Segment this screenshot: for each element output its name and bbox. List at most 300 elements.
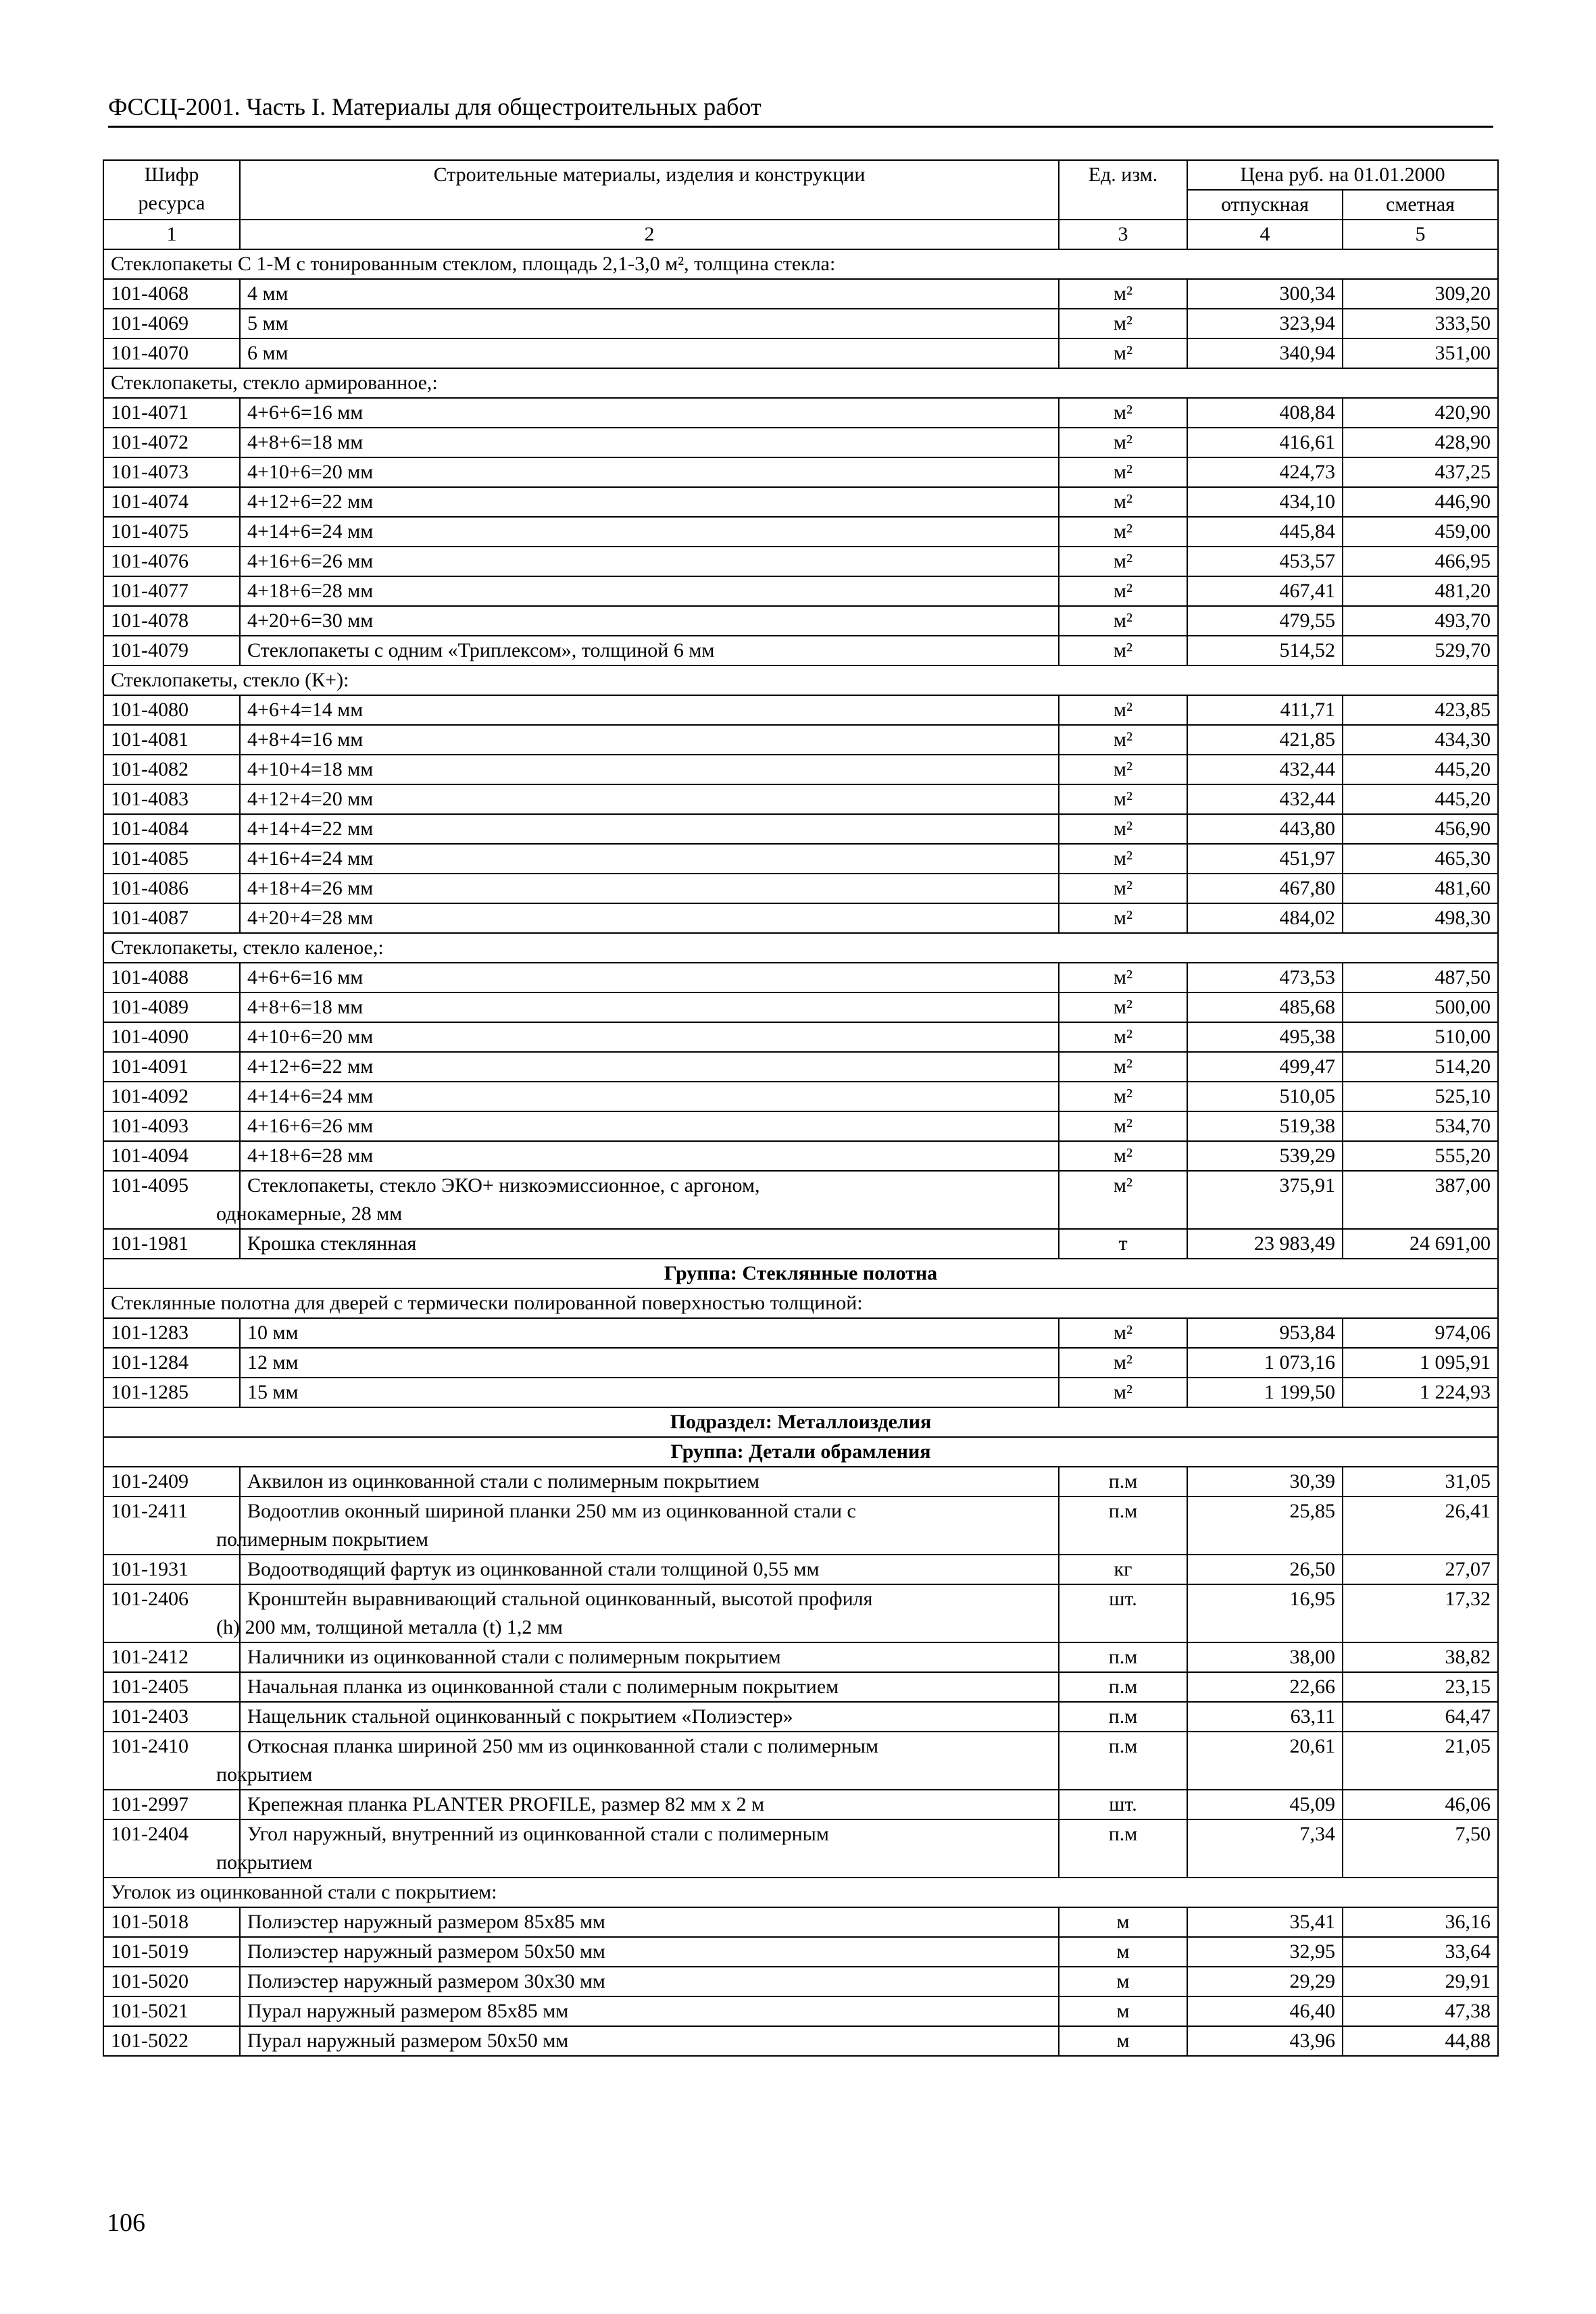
group-heading: Группа: Стеклянные полотна <box>103 1259 1498 1288</box>
release-price: 1 073,16 <box>1187 1348 1343 1378</box>
material-name-line: однокамерные, 28 мм <box>216 1203 403 1225</box>
resource-code: 101-5018 <box>103 1907 240 1937</box>
resource-code: 101-4082 <box>103 755 240 784</box>
table-row <box>103 874 1498 903</box>
release-price: 434,10 <box>1187 487 1343 517</box>
release-price: 22,66 <box>1187 1672 1343 1702</box>
resource-code: 101-5022 <box>103 2026 240 2056</box>
resource-code: 101-4079 <box>103 636 240 665</box>
unit-of-measure: м² <box>1059 814 1187 844</box>
section-heading: Стеклопакеты, стекло каленое,: <box>103 933 1498 963</box>
page-number: 106 <box>107 2209 145 2237</box>
material-name <box>240 1672 1059 1702</box>
release-price: 953,84 <box>1187 1318 1343 1348</box>
table-row <box>103 338 1498 368</box>
section-heading: Стеклянные полотна для дверей с термически полированной поверхностью толщиной: <box>103 1288 1498 1318</box>
estimate-price: 525,10 <box>1343 1082 1498 1111</box>
col-header-estimate: сметная <box>1343 190 1498 220</box>
material-name-line: 4+14+6=24 мм <box>247 1085 374 1107</box>
resource-code: 101-4081 <box>103 725 240 755</box>
group-heading: Группа: Детали обрамления <box>103 1437 1498 1467</box>
material-name-line: 4+14+6=24 мм <box>247 520 374 543</box>
unit-of-measure: п.м <box>1059 1819 1187 1878</box>
estimate-price: 27,07 <box>1343 1555 1498 1584</box>
resource-code: 101-4070 <box>103 338 240 368</box>
table-row <box>103 992 1498 1022</box>
material-name-line: покрытием <box>216 1763 313 1786</box>
estimate-price: 24 691,00 <box>1343 1229 1498 1259</box>
release-price: 300,34 <box>1187 279 1343 309</box>
release-price: 473,53 <box>1187 963 1343 992</box>
material-name <box>240 755 1059 784</box>
col-number: 1 <box>103 220 240 249</box>
col-number: 2 <box>240 220 1059 249</box>
subdivision-heading-row <box>103 1407 1498 1437</box>
estimate-price: 465,30 <box>1343 844 1498 874</box>
release-price: 445,84 <box>1187 517 1343 547</box>
estimate-price: 309,20 <box>1343 279 1498 309</box>
release-price: 424,73 <box>1187 457 1343 487</box>
estimate-price: 29,91 <box>1343 1967 1498 1996</box>
unit-of-measure: шт. <box>1059 1790 1187 1819</box>
estimate-price: 437,25 <box>1343 457 1498 487</box>
material-name <box>216 1496 1059 1555</box>
estimate-price: 47,38 <box>1343 1996 1498 2026</box>
release-price: 7,34 <box>1187 1819 1343 1878</box>
release-price: 519,38 <box>1187 1111 1343 1141</box>
col-number: 3 <box>1059 220 1187 249</box>
unit-of-measure: п.м <box>1059 1467 1187 1496</box>
release-price: 467,41 <box>1187 576 1343 606</box>
material-name-line: 4+10+6=20 мм <box>247 1026 374 1048</box>
group-heading-row <box>103 1259 1498 1288</box>
unit-of-measure: м² <box>1059 963 1187 992</box>
section-heading: Стеклопакеты С 1-М с тонированным стеклом, площадь 2,1-3,0 м², толщина стекла: <box>103 249 1498 279</box>
estimate-price: 351,00 <box>1343 338 1498 368</box>
resource-code: 101-1284 <box>103 1348 240 1378</box>
unit-of-measure: м² <box>1059 695 1187 725</box>
table-row <box>103 1702 1498 1732</box>
unit-of-measure: шт. <box>1059 1584 1187 1642</box>
table-row <box>103 695 1498 725</box>
table-row <box>103 279 1498 309</box>
resource-code: 101-4075 <box>103 517 240 547</box>
section-heading-row <box>103 1288 1498 1318</box>
table-row <box>103 1348 1498 1378</box>
resource-code: 101-5020 <box>103 1967 240 1996</box>
table-row <box>103 1642 1498 1672</box>
material-name <box>240 517 1059 547</box>
material-name-line: 4+12+6=22 мм <box>247 491 374 513</box>
material-name <box>240 1907 1059 1937</box>
unit-of-measure: м² <box>1059 457 1187 487</box>
material-name-line: 12 мм <box>247 1351 299 1374</box>
resource-code: 101-4088 <box>103 963 240 992</box>
table-row <box>103 1171 1498 1229</box>
material-name-line: 6 мм <box>247 342 289 364</box>
release-price: 539,29 <box>1187 1141 1343 1171</box>
table-row <box>103 398 1498 428</box>
group-heading-row <box>103 1437 1498 1467</box>
unit-of-measure: п.м <box>1059 1702 1187 1732</box>
unit-of-measure: м² <box>1059 1141 1187 1171</box>
material-name-line: 4+18+4=26 мм <box>247 877 374 899</box>
unit-of-measure: м² <box>1059 755 1187 784</box>
unit-of-measure: п.м <box>1059 1496 1187 1555</box>
material-name <box>240 1378 1059 1407</box>
material-name-line: Пурал наружный размером 50х50 мм <box>247 2030 569 2052</box>
material-name-line: 4+6+4=14 мм <box>247 699 364 721</box>
material-name-line: Водоотводящий фартук из оцинкованной стали толщиной 0,55 мм <box>247 1558 820 1580</box>
resource-code: 101-4071 <box>103 398 240 428</box>
table-row <box>103 517 1498 547</box>
material-name-line: 4+12+4=20 мм <box>247 788 374 810</box>
material-name <box>240 1052 1059 1082</box>
estimate-price: 487,50 <box>1343 963 1498 992</box>
table-row <box>103 487 1498 517</box>
material-name-line: полимерным покрытием <box>216 1528 428 1551</box>
resource-code: 101-4089 <box>103 992 240 1022</box>
material-name <box>240 576 1059 606</box>
estimate-price: 510,00 <box>1343 1022 1498 1052</box>
table-row <box>103 606 1498 636</box>
unit-of-measure: кг <box>1059 1555 1187 1584</box>
release-price: 484,02 <box>1187 903 1343 933</box>
material-name-line: 5 мм <box>247 312 289 334</box>
release-price: 495,38 <box>1187 1022 1343 1052</box>
material-name <box>240 1111 1059 1141</box>
unit-of-measure: м² <box>1059 725 1187 755</box>
release-price: 45,09 <box>1187 1790 1343 1819</box>
release-price: 451,97 <box>1187 844 1343 874</box>
material-name <box>240 1348 1059 1378</box>
unit-of-measure: м² <box>1059 1052 1187 1082</box>
unit-of-measure: м <box>1059 1907 1187 1937</box>
material-name-line: 4+14+4=22 мм <box>247 818 374 840</box>
material-name <box>240 309 1059 338</box>
table-row <box>103 1052 1498 1082</box>
price-table <box>103 159 1499 2057</box>
estimate-price: 974,06 <box>1343 1318 1498 1348</box>
estimate-price: 64,47 <box>1343 1702 1498 1732</box>
estimate-price: 459,00 <box>1343 517 1498 547</box>
material-name <box>240 1996 1059 2026</box>
release-price: 375,91 <box>1187 1171 1343 1229</box>
table-row <box>103 755 1498 784</box>
release-price: 443,80 <box>1187 814 1343 844</box>
release-price: 416,61 <box>1187 428 1343 457</box>
resource-code: 101-4078 <box>103 606 240 636</box>
header-row <box>103 160 1498 190</box>
material-name <box>240 547 1059 576</box>
resource-code: 101-4091 <box>103 1052 240 1082</box>
release-price: 432,44 <box>1187 755 1343 784</box>
table-row <box>103 1082 1498 1111</box>
material-name <box>240 1790 1059 1819</box>
release-price: 499,47 <box>1187 1052 1343 1082</box>
unit-of-measure: м² <box>1059 903 1187 933</box>
material-name-line: 4+8+6=18 мм <box>247 431 364 453</box>
estimate-price: 428,90 <box>1343 428 1498 457</box>
subdivision-heading: Подраздел: Металлоизделия <box>103 1407 1498 1437</box>
estimate-price: 498,30 <box>1343 903 1498 933</box>
material-name-line: 4+6+6=16 мм <box>247 966 364 988</box>
release-price: 453,57 <box>1187 547 1343 576</box>
table-row <box>103 309 1498 338</box>
material-name-line: 4+16+6=26 мм <box>247 1115 374 1137</box>
table-row <box>103 1584 1498 1642</box>
unit-of-measure: м² <box>1059 1111 1187 1141</box>
material-name-line: Наличники из оцинкованной стали с полимерным покрытием <box>247 1646 781 1668</box>
resource-code: 101-4069 <box>103 309 240 338</box>
material-name <box>240 1702 1059 1732</box>
unit-of-measure: м² <box>1059 1082 1187 1111</box>
table-row <box>103 428 1498 457</box>
material-name <box>240 1141 1059 1171</box>
material-name <box>240 1642 1059 1672</box>
material-name-line: 15 мм <box>247 1381 299 1403</box>
material-name <box>240 725 1059 755</box>
unit-of-measure: м² <box>1059 992 1187 1022</box>
estimate-price: 333,50 <box>1343 309 1498 338</box>
material-name-line: 4+12+6=22 мм <box>247 1055 374 1078</box>
resource-code: 101-4090 <box>103 1022 240 1052</box>
material-name <box>240 1318 1059 1348</box>
material-name-line: 4+8+4=16 мм <box>247 728 364 751</box>
unit-of-measure: п.м <box>1059 1642 1187 1672</box>
material-name-line: 4+16+6=26 мм <box>247 550 374 572</box>
table-row <box>103 903 1498 933</box>
section-heading-row <box>103 249 1498 279</box>
estimate-price: 445,20 <box>1343 784 1498 814</box>
unit-of-measure: п.м <box>1059 1732 1187 1790</box>
release-price: 510,05 <box>1187 1082 1343 1111</box>
unit-of-measure: м² <box>1059 784 1187 814</box>
material-name-line: Водоотлив оконный шириной планки 250 мм из оцинкованной стали с <box>247 1500 856 1522</box>
material-name-line: 4+18+6=28 мм <box>247 580 374 602</box>
release-price: 38,00 <box>1187 1642 1343 1672</box>
material-name <box>240 398 1059 428</box>
resource-code: 101-4094 <box>103 1141 240 1171</box>
resource-code: 101-4086 <box>103 874 240 903</box>
material-name <box>240 457 1059 487</box>
section-heading-row <box>103 665 1498 695</box>
unit-of-measure: м² <box>1059 606 1187 636</box>
material-name <box>240 903 1059 933</box>
material-name <box>240 1229 1059 1259</box>
estimate-price: 1 224,93 <box>1343 1378 1498 1407</box>
material-name <box>216 1584 1059 1642</box>
resource-code: 101-2997 <box>103 1790 240 1819</box>
release-price: 432,44 <box>1187 784 1343 814</box>
table-row <box>103 636 1498 665</box>
unit-of-measure: п.м <box>1059 1672 1187 1702</box>
release-price: 411,71 <box>1187 695 1343 725</box>
release-price: 323,94 <box>1187 309 1343 338</box>
material-name <box>240 874 1059 903</box>
section-heading-row <box>103 1878 1498 1907</box>
table-row <box>103 1229 1498 1259</box>
material-name-line: 4+20+4=28 мм <box>247 907 374 929</box>
release-price: 479,55 <box>1187 606 1343 636</box>
estimate-price: 46,06 <box>1343 1790 1498 1819</box>
material-name-line: 4+6+6=16 мм <box>247 401 364 424</box>
unit-of-measure: м² <box>1059 547 1187 576</box>
resource-code: 101-2411 <box>103 1496 240 1555</box>
resource-code: 101-4095 <box>103 1171 240 1229</box>
table-row <box>103 784 1498 814</box>
unit-of-measure: м² <box>1059 1171 1187 1229</box>
material-name <box>240 695 1059 725</box>
table-row <box>103 547 1498 576</box>
estimate-price: 38,82 <box>1343 1642 1498 1672</box>
table-row <box>103 1318 1498 1348</box>
table-row <box>103 1467 1498 1496</box>
material-name-line: Стеклопакеты, стекло ЭКО+ низкоэмиссионное, с аргоном, <box>247 1174 760 1197</box>
material-name-line: Стеклопакеты с одним «Триплексом», толщиной 6 мм <box>247 639 715 661</box>
resource-code: 101-4074 <box>103 487 240 517</box>
unit-of-measure: м <box>1059 1967 1187 1996</box>
material-name <box>240 814 1059 844</box>
col-header-release: отпускная <box>1187 190 1343 220</box>
estimate-price: 21,05 <box>1343 1732 1498 1790</box>
material-name-line: Кронштейн выравнивающий стальной оцинкованный, высотой профиля <box>247 1588 873 1610</box>
resource-code: 101-2403 <box>103 1702 240 1732</box>
estimate-price: 434,30 <box>1343 725 1498 755</box>
resource-code: 101-4087 <box>103 903 240 933</box>
estimate-price: 456,90 <box>1343 814 1498 844</box>
resource-code: 101-5021 <box>103 1996 240 2026</box>
material-name-line: Крошка стеклянная <box>247 1232 417 1255</box>
table-row <box>103 1819 1498 1878</box>
release-price: 26,50 <box>1187 1555 1343 1584</box>
material-name <box>240 279 1059 309</box>
resource-code: 101-4072 <box>103 428 240 457</box>
material-name-line: Крепежная планка PLANTER PROFILE, размер 82 мм х 2 м <box>247 1793 765 1815</box>
estimate-price: 7,50 <box>1343 1819 1498 1878</box>
col-header-unit: Ед. изм. <box>1059 160 1187 220</box>
unit-of-measure: м² <box>1059 279 1187 309</box>
material-name <box>216 1819 1059 1878</box>
material-name-line: покрытием <box>216 1851 313 1873</box>
material-name <box>240 2026 1059 2056</box>
material-name <box>240 963 1059 992</box>
table-row <box>103 1555 1498 1584</box>
unit-of-measure: м² <box>1059 428 1187 457</box>
unit-of-measure: м <box>1059 1937 1187 1967</box>
release-price: 485,68 <box>1187 992 1343 1022</box>
material-name <box>240 1022 1059 1052</box>
resource-code: 101-1285 <box>103 1378 240 1407</box>
material-name <box>240 338 1059 368</box>
release-price: 35,41 <box>1187 1907 1343 1937</box>
resource-code: 101-4092 <box>103 1082 240 1111</box>
unit-of-measure: м² <box>1059 338 1187 368</box>
col-header-code: Шифр ресурса <box>103 160 240 220</box>
estimate-price: 555,20 <box>1343 1141 1498 1171</box>
table-row <box>103 1672 1498 1702</box>
table-row <box>103 457 1498 487</box>
unit-of-measure: м <box>1059 2026 1187 2056</box>
unit-of-measure: м² <box>1059 1022 1187 1052</box>
material-name-line: (h) 200 мм, толщиной металла (t) 1,2 мм <box>216 1616 563 1638</box>
material-name-line: Начальная планка из оцинкованной стали с полимерным покрытием <box>247 1676 839 1698</box>
unit-of-measure: м² <box>1059 309 1187 338</box>
resource-code: 101-4085 <box>103 844 240 874</box>
table-row <box>103 1790 1498 1819</box>
table-row <box>103 1732 1498 1790</box>
table-row <box>103 1022 1498 1052</box>
table-row <box>103 1907 1498 1937</box>
resource-code: 101-2409 <box>103 1467 240 1496</box>
table-row <box>103 963 1498 992</box>
material-name-line: Полиэстер наружный размером 30х30 мм <box>247 1970 605 1992</box>
resource-code: 101-2410 <box>103 1732 240 1790</box>
section-heading: Уголок из оцинкованной стали с покрытием: <box>103 1878 1498 1907</box>
estimate-price: 529,70 <box>1343 636 1498 665</box>
resource-code: 101-4080 <box>103 695 240 725</box>
release-price: 20,61 <box>1187 1732 1343 1790</box>
unit-of-measure: м² <box>1059 1378 1187 1407</box>
material-name <box>240 487 1059 517</box>
material-name <box>240 606 1059 636</box>
table-row <box>103 1996 1498 2026</box>
release-price: 25,85 <box>1187 1496 1343 1555</box>
estimate-price: 36,16 <box>1343 1907 1498 1937</box>
release-price: 340,94 <box>1187 338 1343 368</box>
material-name-line: 4+20+6=30 мм <box>247 609 374 632</box>
release-price: 1 199,50 <box>1187 1378 1343 1407</box>
material-name-line: 4+8+6=18 мм <box>247 996 364 1018</box>
estimate-price: 1 095,91 <box>1343 1348 1498 1378</box>
resource-code: 101-4093 <box>103 1111 240 1141</box>
estimate-price: 446,90 <box>1343 487 1498 517</box>
resource-code: 101-2412 <box>103 1642 240 1672</box>
material-name <box>240 992 1059 1022</box>
estimate-price: 31,05 <box>1343 1467 1498 1496</box>
resource-code: 101-4073 <box>103 457 240 487</box>
section-heading-row <box>103 368 1498 398</box>
material-name <box>240 1555 1059 1584</box>
release-price: 63,11 <box>1187 1702 1343 1732</box>
table-row <box>103 1496 1498 1555</box>
col-header-name: Строительные материалы, изделия и конструкции <box>240 160 1059 220</box>
estimate-price: 534,70 <box>1343 1111 1498 1141</box>
estimate-price: 500,00 <box>1343 992 1498 1022</box>
release-price: 29,29 <box>1187 1967 1343 1996</box>
unit-of-measure: м² <box>1059 487 1187 517</box>
material-name <box>240 1082 1059 1111</box>
resource-code: 101-4076 <box>103 547 240 576</box>
estimate-price: 26,41 <box>1343 1496 1498 1555</box>
table-row <box>103 814 1498 844</box>
resource-code: 101-4083 <box>103 784 240 814</box>
material-name-line: 4 мм <box>247 282 289 305</box>
estimate-price: 423,85 <box>1343 695 1498 725</box>
material-name <box>240 844 1059 874</box>
table-row <box>103 1378 1498 1407</box>
price-table-body <box>103 160 1498 2056</box>
material-name <box>216 1732 1059 1790</box>
material-name-line: Нащельник стальной оцинкованный с покрытием «Полиэстер» <box>247 1705 793 1728</box>
resource-code: 101-4084 <box>103 814 240 844</box>
material-name <box>216 1171 1059 1229</box>
material-name-line: 4+16+4=24 мм <box>247 847 374 870</box>
resource-code: 101-2406 <box>103 1584 240 1642</box>
material-name-line: 4+18+6=28 мм <box>247 1145 374 1167</box>
release-price: 467,80 <box>1187 874 1343 903</box>
table-row <box>103 725 1498 755</box>
